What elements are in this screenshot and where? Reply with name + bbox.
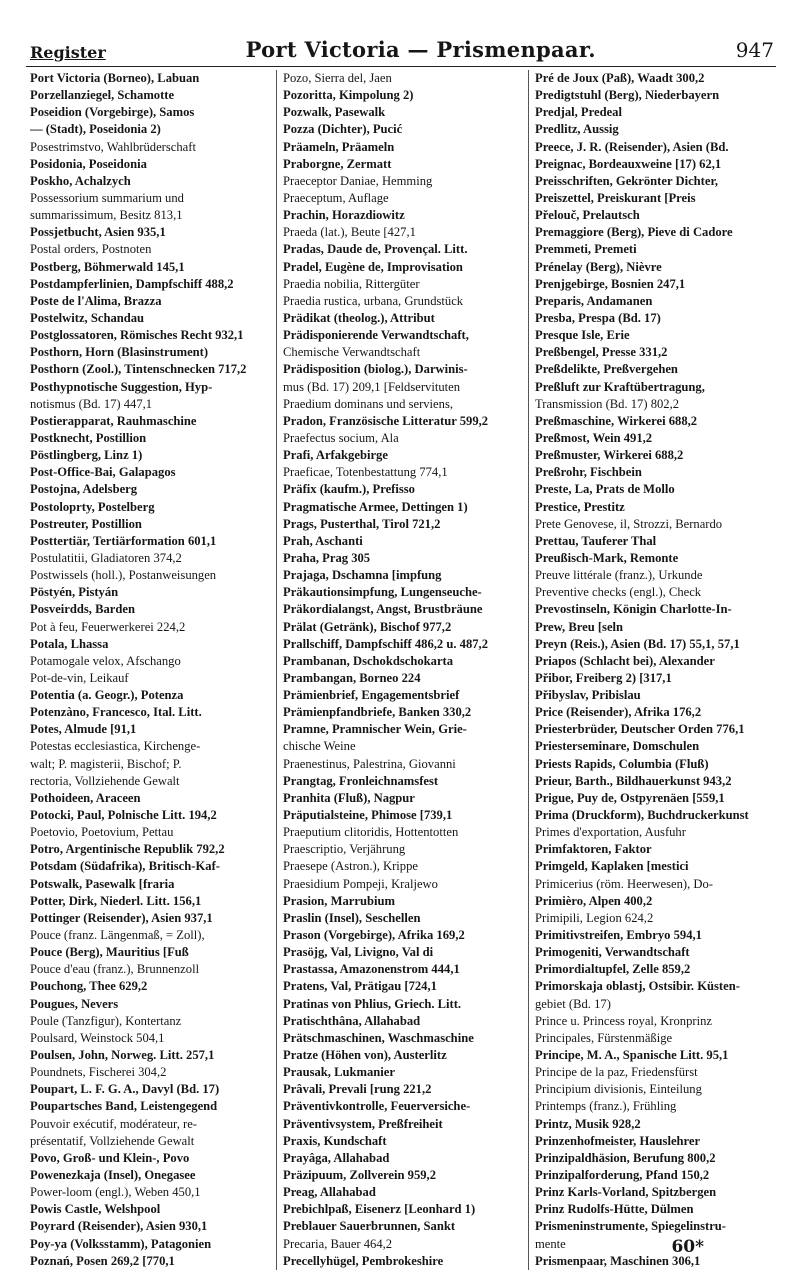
index-entry: Prinzipaldhäsion, Berufung 800,2 xyxy=(535,1150,716,1165)
index-entry: Praenestinus, Palestrina, Giovanni xyxy=(283,756,456,771)
index-entry: Pratinas von Phlius, Griech. Litt. xyxy=(283,996,462,1011)
index-entry: Präkordialangst, Angst, Brustbräune xyxy=(283,602,483,617)
index-entry: Potsdam (Südafrika), Britisch-Kaf- xyxy=(30,859,220,874)
header-rule xyxy=(26,66,776,67)
index-entry: Presba, Prespa (Bd. 17) xyxy=(535,310,661,325)
index-entry: Primicerius (röm. Heerwesen), Do- xyxy=(535,876,714,891)
index-entry: Prénelay (Berg), Nièvre xyxy=(535,259,662,274)
index-entry: Porzellanziegel, Schamotte xyxy=(30,88,175,103)
index-entry: Poy-ya (Volksstamm), Patagonien xyxy=(30,1236,212,1251)
index-entry: Postierapparat, Rauhmaschine xyxy=(30,413,197,428)
index-entry: Printemps (franz.), Frühling xyxy=(535,1099,677,1114)
index-entry: Pradon, Französische Litteratur 599,2 xyxy=(283,413,489,428)
index-entry: Prallschiff, Dampfschiff 486,2 u. 487,2 xyxy=(283,636,488,651)
index-entry: Prädisposition (biolog.), Darwinis- xyxy=(283,362,468,377)
index-entry: Präameln, Präameln xyxy=(283,139,395,154)
index-entry: Preßluft zur Kraftübertragung, xyxy=(535,379,705,394)
index-entry: Pot-de-vin, Leikauf xyxy=(30,670,129,685)
index-entry: Preste, La, Prats de Mollo xyxy=(535,482,675,497)
index-entry: Präventivsystem, Preßfreiheit xyxy=(283,1116,443,1131)
index-entry: Powis Castle, Welshpool xyxy=(30,1202,161,1217)
index-entry: Priesterbrüder, Deutscher Orden 776,1 xyxy=(535,722,745,737)
index-entry: Primfaktoren, Faktor xyxy=(535,842,652,857)
index-entry: Pradel, Eugène de, Improvisation xyxy=(283,259,463,274)
index-entry: Praslin (Insel), Seschellen xyxy=(283,910,421,925)
index-entry: Pouce d'eau (franz.), Brunnenzoll xyxy=(30,962,200,977)
index-entry: Power-loom (engl.), Weben 450,1 xyxy=(30,1185,201,1200)
index-entry: Principales, Fürstenmäßige xyxy=(535,1030,673,1045)
index-entry: Price (Reisender), Afrika 176,2 xyxy=(535,705,702,720)
index-entry: Prettau, Tauferer Thal xyxy=(535,533,657,548)
index-entry: Pouchong, Thee 629,2 xyxy=(30,979,148,994)
index-entry: mente xyxy=(535,1236,566,1251)
index-entry: Pozo, Sierra del, Jaen xyxy=(283,71,392,85)
index-entry: Postojna, Adelsberg xyxy=(30,482,138,497)
index-entry: Posthorn, Horn (Blasinstrument) xyxy=(30,345,209,360)
index-entry: Prausak, Lukmanier xyxy=(283,1065,395,1080)
index-entry: Prachin, Horazdiowitz xyxy=(283,208,405,223)
index-entry: Prasion, Marrubium xyxy=(283,893,395,908)
index-entry: Poetovio, Poetovium, Pettau xyxy=(30,825,174,840)
index-entry: Poskho, Achalzych xyxy=(30,173,131,188)
index-entry: Präputialsteine, Phimose [739,1 xyxy=(283,808,453,823)
index-entry: Pozoritta, Kimpolung 2) xyxy=(283,88,414,103)
index-entry: Preparis, Andamanen xyxy=(535,293,653,308)
page-title: Port Victoria — Prismenpaar. xyxy=(245,37,596,62)
column-2 xyxy=(276,70,528,1270)
index-entry: présentatif, Vollziehende Gewalt xyxy=(30,1133,195,1148)
index-entry: Praeda (lat.), Beute [427,1 xyxy=(283,225,416,240)
index-entry: Pragmatische Armee, Dettingen 1) xyxy=(283,499,468,514)
index-entry: Prämienpfandbriefe, Banken 330,2 xyxy=(283,705,472,720)
index-entry: Prima (Druckform), Buchdruckerkunst xyxy=(535,808,749,823)
index-entry: Posestrimstvo, Wahlbrüderschaft xyxy=(30,139,196,154)
index-entry: Preece, J. R. (Reisender), Asien (Bd. xyxy=(535,139,729,154)
index-entry: Prätschmaschinen, Waschmaschine xyxy=(283,1030,474,1045)
index-entry: Prayâga, Allahabad xyxy=(283,1150,390,1165)
index-entry: Primordialtupfel, Zelle 859,2 xyxy=(535,962,691,977)
index-entry: Potala, Lhassa xyxy=(30,636,109,651)
index-entry: Praeceptum, Auflage xyxy=(283,190,389,205)
index-entry: Pratens, Val, Prätigau [724,1 xyxy=(283,979,437,994)
index-entry: Postwissels (holl.), Postanweisungen xyxy=(30,568,217,583)
index-entry: Preventive checks (engl.), Check xyxy=(535,585,702,600)
index-entry: Prenjgebirge, Bosnien 247,1 xyxy=(535,276,686,291)
index-entry: Primitivstreifen, Embryo 594,1 xyxy=(535,928,702,943)
index-entry: — (Stadt), Poseidonia 2) xyxy=(30,122,161,137)
index-entry: Prajaga, Dschamna [impfung xyxy=(283,568,442,583)
index-entry: Postreuter, Postillion xyxy=(30,516,142,531)
index-entry: Praescriptio, Verjährung xyxy=(283,842,406,857)
index-entry: Praedia nobilia, Rittergüter xyxy=(283,276,420,291)
index-entry: Potter, Dirk, Niederl. Litt. 156,1 xyxy=(30,893,202,908)
index-entry: Powenezkaja (Insel), Onegasee xyxy=(30,1168,196,1182)
index-entry: Pot à feu, Feuerwerkerei 224,2 xyxy=(30,619,186,634)
index-entry: Pozza (Dichter), Pucić xyxy=(283,122,403,137)
index-entry: Preblauer Sauerbrunnen, Sankt xyxy=(283,1219,456,1234)
index-entry: Pratischthâna, Allahabad xyxy=(283,1013,421,1028)
index-entry: Prinz Karls-Vorland, Spitzbergen xyxy=(535,1185,717,1200)
index-entry: Prangtag, Fronleichnamsfest xyxy=(283,773,439,788)
index-entry: Prete Genovese, il, Strozzi, Bernardo xyxy=(535,516,723,531)
index-entry: Praesidium Pompeji, Kraljewo xyxy=(283,876,438,891)
index-entry: Povo, Groß- und Klein-, Povo xyxy=(30,1150,190,1165)
index-entry: Preßmost, Wein 491,2 xyxy=(535,430,653,445)
index-entry: Posttertiär, Tertiärformation 601,1 xyxy=(30,533,217,548)
index-entry: Pougues, Nevers xyxy=(30,996,119,1011)
index-entry: Poulsard, Weinstock 504,1 xyxy=(30,1030,165,1045)
index-entry: Prambangan, Borneo 224 xyxy=(283,670,421,685)
index-entry: Prah, Aschanti xyxy=(283,533,363,548)
index-entry: Precellyhügel, Pembrokeshire xyxy=(283,1253,444,1268)
page-number: 947 xyxy=(735,38,774,62)
index-entry: Prince u. Princess royal, Kronprinz xyxy=(535,1013,712,1028)
index-entry: Pré de Joux (Paß), Waadt 300,2 xyxy=(535,71,705,85)
index-entry: Postal orders, Postnoten xyxy=(30,242,152,257)
index-entry: Principe, M. A., Spanische Litt. 95,1 xyxy=(535,1048,729,1063)
index-entry: Pranhita (Fluß), Nagpur xyxy=(283,790,415,805)
index-entry: Postoloprty, Postelberg xyxy=(30,499,155,514)
index-entry: Prismenpaar, Maschinen 306,1 xyxy=(535,1253,701,1268)
index-entry: Principium divisionis, Einteilung xyxy=(535,1082,702,1097)
index-entry: Preag, Allahabad xyxy=(283,1185,376,1200)
index-entry: notismus (Bd. 17) 447,1 xyxy=(30,396,153,411)
index-entry: Prädisponierende Verwandtschaft, xyxy=(283,328,469,343)
index-entry: Poyrard (Reisender), Asien 930,1 xyxy=(30,1219,208,1234)
index-entry: Přelouč, Prelautsch xyxy=(535,208,640,223)
index-entry: Presque Isle, Erie xyxy=(535,328,630,343)
index-entry: Preußisch-Mark, Remonte xyxy=(535,550,679,565)
index-entry: Potro, Argentinische Republik 792,2 xyxy=(30,842,225,857)
index-entry: Pratze (Höhen von), Austerlitz xyxy=(283,1048,447,1063)
index-entry: Pöstyén, Pistyán xyxy=(30,585,119,600)
index-entry: Prags, Pusterthal, Tirol 721,2 xyxy=(283,516,441,531)
index-entry: Priesterseminare, Domschulen xyxy=(535,739,700,754)
index-entry: Praeputium clitoridis, Hottentotten xyxy=(283,825,459,840)
index-entry: Prinz Rudolfs-Hütte, Dülmen xyxy=(535,1202,694,1217)
index-entry: Priests Rapids, Columbia (Fluß) xyxy=(535,756,709,771)
index-entry: Prestice, Prestitz xyxy=(535,499,625,514)
index-entry: Premaggiore (Berg), Pieve di Cadore xyxy=(535,225,733,240)
index-entry: Prason (Vorgebirge), Afrika 169,2 xyxy=(283,928,465,943)
index-entry: Postberg, Böhmerwald 145,1 xyxy=(30,259,185,274)
index-entry: Prädikat (theolog.), Attribut xyxy=(283,310,435,325)
index-entry: Přibor, Freiberg 2) [317,1 xyxy=(535,670,672,685)
index-entry: mus (Bd. 17) 209,1 [Feldservituten xyxy=(283,379,460,394)
index-entry: Posthorn (Zool.), Tintenschnecken 717,2 xyxy=(30,362,247,377)
index-entry: Preyn (Reis.), Asien (Bd. 17) 55,1, 57,1 xyxy=(535,636,740,651)
index-entry: Prasöjg, Val, Livigno, Val di xyxy=(283,945,434,960)
index-entry: Principe de la paz, Friedensfürst xyxy=(535,1065,698,1080)
index-entry: Posidonia, Poseidonia xyxy=(30,156,147,171)
index-entry: Preßmaschine, Wirkerei 688,2 xyxy=(535,413,698,428)
signature-mark: 60* xyxy=(671,1237,704,1257)
index-entry: Poznań, Posen 269,2 [770,1 xyxy=(30,1253,175,1268)
index-entry: Predigtstuhl (Berg), Niederbayern xyxy=(535,88,720,103)
index-entry: Possjetbucht, Asien 935,1 xyxy=(30,225,166,240)
index-entry: Primogeniti, Verwandtschaft xyxy=(535,945,690,960)
index-entry: Transmission (Bd. 17) 802,2 xyxy=(535,396,680,411)
index-entry: Prinzipalforderung, Pfand 150,2 xyxy=(535,1168,710,1182)
index-entry: Potes, Almude [91,1 xyxy=(30,722,137,737)
index-entry: rectoria, Vollziehende Gewalt xyxy=(30,773,180,788)
index-entry: Preignac, Bordeauxweine [17) 62,1 xyxy=(535,156,722,171)
index-entry: Poundnets, Fischerei 304,2 xyxy=(30,1065,167,1080)
index-entry: Potamogale velox, Afschango xyxy=(30,653,181,668)
index-entry: Präventivkontrolle, Feuerversiche- xyxy=(283,1099,471,1114)
index-entry: Postdampferlinien, Dampfschiff 488,2 xyxy=(30,276,234,291)
column-1 xyxy=(24,70,276,1270)
index-entry: Primes d'exportation, Ausfuhr xyxy=(535,825,686,840)
index-entry: Postelwitz, Schandau xyxy=(30,310,145,325)
index-entry: Praha, Prag 305 xyxy=(283,550,371,565)
index-entry: Post-Office-Bai, Galapagos xyxy=(30,465,176,480)
index-columns xyxy=(24,70,780,1268)
index-entry: Posveirdds, Barden xyxy=(30,602,135,617)
index-entry: Printz, Musik 928,2 xyxy=(535,1116,641,1131)
index-entry: Primgeld, Kaplaken [mestici xyxy=(535,859,689,874)
index-entry: Präfix (kaufm.), Prefisso xyxy=(283,482,415,497)
index-entry: Praefectus socium, Ala xyxy=(283,430,399,445)
index-entry: gebiet (Bd. 17) xyxy=(535,996,611,1011)
column-3 xyxy=(528,70,780,1270)
index-entry: Prastassa, Amazonenstrom 444,1 xyxy=(283,962,460,977)
index-entry: Preßdelikte, Preßvergehen xyxy=(535,362,678,377)
index-entry: Poulsen, John, Norweg. Litt. 257,1 xyxy=(30,1048,215,1063)
register-label: Register xyxy=(30,43,106,62)
index-entry: Pothoideen, Araceen xyxy=(30,790,141,805)
index-entry: Poupart, L. F. G. A., Davyl (Bd. 17) xyxy=(30,1082,220,1097)
index-entry: Predlitz, Aussig xyxy=(535,122,619,137)
index-entry: Přibyslav, Pribislau xyxy=(535,688,641,703)
index-entry: Praeceptor Daniae, Hemming xyxy=(283,173,433,188)
index-entry: Premmeti, Premeti xyxy=(535,242,637,257)
index-entry: Port Victoria (Borneo), Labuan xyxy=(30,71,200,85)
index-entry: Praedia rustica, urbana, Grundstück xyxy=(283,293,464,308)
index-entry: Prieur, Barth., Bildhauerkunst 943,2 xyxy=(535,773,732,788)
index-entry: Preiszettel, Preiskurant [Preis xyxy=(535,190,696,205)
index-entry: Potestas ecclesiastica, Kirchenge- xyxy=(30,739,201,754)
index-entry: Prinzenhofmeister, Hauslehrer xyxy=(535,1133,701,1148)
index-entry: Postglossatoren, Römisches Recht 932,1 xyxy=(30,328,244,343)
index-entry: Prälat (Getränk), Bischof 977,2 xyxy=(283,619,452,634)
index-entry: Predjal, Predeal xyxy=(535,105,622,120)
index-entry: Prâvali, Prevali [rung 221,2 xyxy=(283,1082,432,1097)
index-entry: Postknecht, Postillion xyxy=(30,430,147,445)
index-entry: Preuve littérale (franz.), Urkunde xyxy=(535,568,703,583)
index-entry: walt; P. magisterii, Bischof; P. xyxy=(30,756,182,771)
page-header xyxy=(30,26,774,62)
index-entry: Prafi, Arfakgebirge xyxy=(283,448,388,463)
index-entry: Praborgne, Zermatt xyxy=(283,156,392,171)
index-entry: Prew, Breu [seln xyxy=(535,619,624,634)
index-entry: Praxis, Kundschaft xyxy=(283,1133,387,1148)
index-entry: Praedium dominans und serviens, xyxy=(283,396,453,411)
index-entry: Preisschriften, Gekrönter Dichter, xyxy=(535,173,719,188)
index-entry: Priapos (Schlacht bei), Alexander xyxy=(535,653,715,668)
index-entry: Prebichlpaß, Eisenerz [Leonhard 1) xyxy=(283,1202,476,1217)
index-entry: Postulatitii, Gladiatoren 374,2 xyxy=(30,550,182,565)
index-entry: Precaria, Bauer 464,2 xyxy=(283,1236,393,1251)
index-entry: Praeficae, Totenbestattung 774,1 xyxy=(283,465,448,480)
index-entry: Preßbengel, Presse 331,2 xyxy=(535,345,668,360)
index-entry: Praesepe (Astron.), Krippe xyxy=(283,859,418,874)
index-entry: chische Weine xyxy=(283,739,356,754)
index-entry: Potenzàno, Francesco, Ital. Litt. xyxy=(30,705,202,720)
index-entry: Potswalk, Pasewalk [fraria xyxy=(30,876,175,891)
index-entry: Präkautionsimpfung, Lungenseuche- xyxy=(283,585,482,600)
index-entry: Prevostinseln, Königin Charlotte-In- xyxy=(535,602,732,617)
index-entry: Potentia (a. Geogr.), Potenza xyxy=(30,688,184,703)
index-entry: Prämienbrief, Engagementsbrief xyxy=(283,688,460,703)
index-entry: Poupartsches Band, Leistengegend xyxy=(30,1099,218,1114)
index-entry: Prambanan, Dschokdschokarta xyxy=(283,653,454,668)
index-entry: Poste de l'Alima, Brazza xyxy=(30,293,162,308)
index-entry: Prismeninstrumente, Spiegelinstru- xyxy=(535,1219,726,1234)
index-entry: Pöstlingberg, Linz 1) xyxy=(30,448,143,463)
index-entry: Poseidion (Vorgebirge), Samos xyxy=(30,105,195,120)
index-entry: Pozwalk, Pasewalk xyxy=(283,105,386,120)
index-entry: Posthypnotische Suggestion, Hyp- xyxy=(30,379,213,394)
index-entry: Pouce (franz. Längenmaß, = Zoll), xyxy=(30,928,205,943)
index-entry: Primièro, Alpen 400,2 xyxy=(535,893,653,908)
index-entry: Präzipuum, Zollverein 959,2 xyxy=(283,1168,436,1182)
index-entry: Pottinger (Reisender), Asien 937,1 xyxy=(30,910,213,925)
index-entry: Pouvoir exécutif, modérateur, re- xyxy=(30,1116,197,1131)
index-entry: Pradas, Daude de, Provençal. Litt. xyxy=(283,242,468,257)
index-entry: Pouce (Berg), Mauritius [Fuß xyxy=(30,945,189,960)
index-entry: Prigue, Puy de, Ostpyrenäen [559,1 xyxy=(535,790,725,805)
index-entry: Potocki, Paul, Polnische Litt. 194,2 xyxy=(30,808,217,823)
index-entry: Preßmuster, Wirkerei 688,2 xyxy=(535,448,684,463)
index-entry: Possessorium summarium und xyxy=(30,190,184,205)
index-entry: Pramne, Pramnischer Wein, Grie- xyxy=(283,722,467,737)
index-entry: Primipili, Legion 624,2 xyxy=(535,910,654,925)
index-entry: Preßrohr, Fischbein xyxy=(535,465,642,480)
index-entry: Poule (Tanzfigur), Kontertanz xyxy=(30,1013,182,1028)
index-entry: Chemische Verwandtschaft xyxy=(283,345,421,360)
index-entry: summarissimum, Besitz 813,1 xyxy=(30,208,183,223)
index-entry: Primorskaja oblastj, Ostsibir. Küsten- xyxy=(535,979,740,994)
